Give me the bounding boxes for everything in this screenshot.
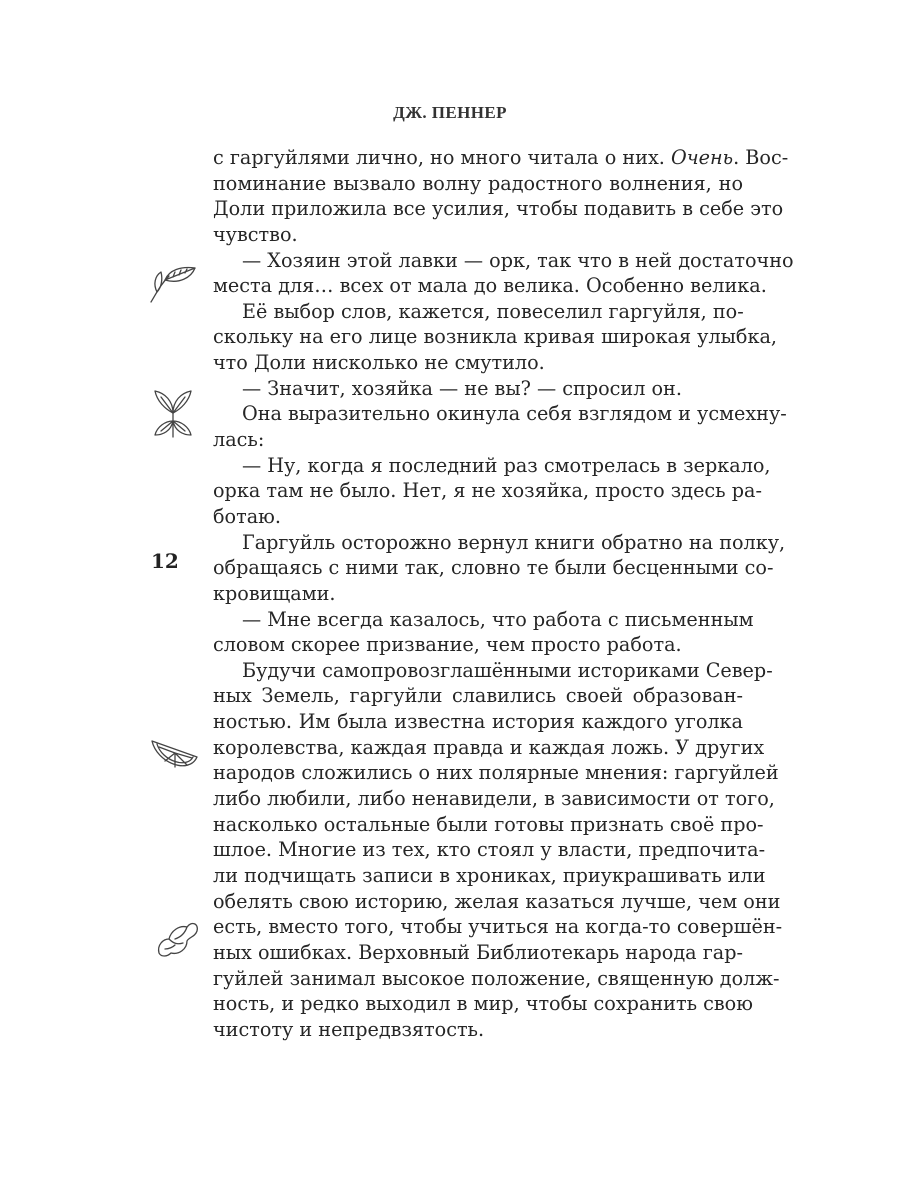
text-line: шлое. Многие из тех, кто стоял у власти, предпочита- — [213, 838, 766, 862]
text-line: скольку на его лице возникла кривая широкая улыбка, — [213, 325, 778, 349]
text-line: поминание вызвало волну радостного волнения, но — [213, 171, 743, 195]
text-line: народов сложились о них полярные мнения: гаргуйлей — [213, 761, 779, 785]
text-line: ли подчищать записи в хрониках, приукрашивать или — [213, 863, 766, 887]
text-line: — Мне всегда казалось, что работа с письменным — [242, 607, 754, 631]
text-line: словом скорее призвание, чем просто работа. — [213, 633, 682, 657]
text-line: ных Земель, гаргуйли славились своей образован- — [213, 684, 743, 708]
text-line: кровищами. — [213, 581, 336, 605]
text-line: — Значит, хозяйка — не вы? — спросил он. — [242, 376, 682, 400]
text-line: Будучи самопровозглашёнными историками Север- — [242, 658, 773, 682]
text-line: либо любили, либо ненавидели, в зависимости от того, — [213, 787, 775, 811]
text-line: лась: — [213, 428, 265, 452]
text-line: ботаю. — [213, 504, 281, 528]
page-number: 12 — [151, 549, 179, 573]
text-line: что Доли нисколько не смутило. — [213, 351, 545, 375]
text-line: — Хозяин этой лавки — орк, так что в ней достаточно — [242, 248, 794, 272]
text-line: чувство. — [213, 222, 298, 246]
text-line: королевства, каждая правда и каждая ложь. У других — [213, 735, 765, 759]
body-text — [213, 145, 794, 1042]
text-line: обращаясь с ними так, словно те были бесценными со- — [213, 556, 774, 580]
text-line: Доли приложила все усилия, чтобы подавить в себе это — [213, 197, 784, 221]
text-line: — Ну, когда я последний раз смотрелась в зеркало, — [242, 453, 771, 477]
leaf-sprig-icon — [147, 262, 203, 306]
text-line: ных ошибках. Верховный Библиотекарь народа гар- — [213, 940, 743, 964]
text-line: Она выразительно окинула себя взглядом и усмехну- — [242, 402, 787, 426]
text-line: Гаргуйль осторожно вернул книги обратно на полку, — [242, 530, 786, 554]
ginger-root-icon — [153, 915, 201, 959]
lemon-slice-icon — [149, 735, 201, 775]
text-line: с гаргуйлями лично, но много читала о них. Очень. Вос- — [213, 146, 789, 169]
text-line: орка там не было. Нет, я не хозяйка, просто здесь ра- — [213, 479, 762, 503]
text-line: насколько остальные были готовы признать своё про- — [213, 812, 764, 836]
text-line: гуйлей занимал высокое положение, священную долж- — [213, 966, 780, 990]
running-title: ДЖ. ПЕННЕР — [393, 103, 507, 122]
text-line: есть, вместо того, чтобы учиться на когда-то совершён- — [213, 915, 783, 939]
text-line: обелять свою историю, желая казаться лучше, чем они — [213, 889, 781, 913]
text-line: места для… всех от мала до велика. Особенно велика. — [213, 274, 767, 298]
text-line: чистоту и непредвзятость. — [213, 1017, 485, 1041]
mint-leaves-icon — [151, 387, 195, 439]
text-line: ность, и редко выходил в мир, чтобы сохранить свою — [213, 992, 753, 1016]
text-line: ностью. Им была известна история каждого уголка — [213, 710, 743, 734]
text-line: Её выбор слов, кажется, повеселил гаргуйля, по- — [242, 299, 744, 323]
